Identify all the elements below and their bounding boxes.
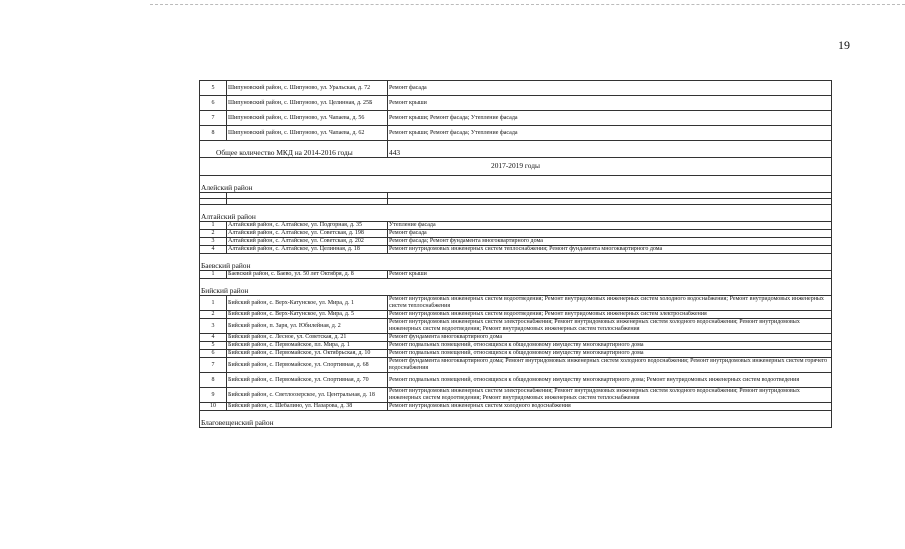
table-row xyxy=(200,222,832,230)
row-address: Шипуновский район, с. Шипуново, ул. Целинная, д. 25Б xyxy=(227,96,388,111)
row-works: Ремонт подвальных помещений, относящихся к общедомовому имуществу многоквартирного дома; Ремонт внутридомовых инженерных систем водоотведения xyxy=(388,373,832,388)
row-number: 8 xyxy=(200,373,227,388)
table-row xyxy=(200,350,832,358)
district-header xyxy=(200,205,832,222)
row-works: Ремонт внутридомовых инженерных систем водоотведения; Ремонт внутридомовых инженерных систем холодного водоснабжения; Ремонт внутридомовых инженерных систем теплоснабжения xyxy=(388,296,832,311)
row-number: 6 xyxy=(200,96,227,111)
table-row xyxy=(200,271,832,279)
table-row xyxy=(200,296,832,311)
table-row xyxy=(200,238,832,246)
row-works: Ремонт крыши; Ремонт фасада; Утепление фасада xyxy=(388,126,832,141)
row-works: Ремонт фасада xyxy=(388,81,832,96)
row-address: Бийский район, с. Светлоозерское, ул. Центральная, д. 18 xyxy=(227,388,388,403)
table-row xyxy=(200,388,832,403)
row-number: 1 xyxy=(200,296,227,311)
row-address: Алтайский район, с. Алтайское, ул. Подгорная, д. 35 xyxy=(227,222,388,230)
row-works: Ремонт внутридомовых инженерных систем холодного водоснабжения xyxy=(388,403,832,411)
table-row xyxy=(200,81,832,96)
row-address: Алтайский район, с. Алтайское, ул. Советская, д. 198 xyxy=(227,230,388,238)
district-header xyxy=(200,254,832,271)
row-works: Ремонт внутридомовых инженерных систем электроснабжения; Ремонт внутридомовых инженерных систем холодного водоснабжения; Ремонт внутридомовых инженерных систем водоотведения; Ремонт внутридомовых инженерных систем теплоснабжения xyxy=(388,319,832,334)
table-row xyxy=(200,334,832,342)
row-address: Алтайский район, с. Алтайское, ул. Целинная, д. 18 xyxy=(227,246,388,254)
district-header xyxy=(200,176,832,193)
row-number: 3 xyxy=(200,238,227,246)
row-number: 7 xyxy=(200,111,227,126)
total-row xyxy=(200,141,832,158)
row-number: 4 xyxy=(200,334,227,342)
district-name: Благовещенский район xyxy=(200,411,832,428)
row-address: Бийский район, с. Первомайское, ул. Спортивная, д. 68 xyxy=(227,358,388,373)
table-row xyxy=(200,230,832,238)
row-number: 4 xyxy=(200,246,227,254)
table-row xyxy=(200,403,832,411)
row-works: Ремонт внутридомовых инженерных систем электроснабжения; Ремонт внутридомовых инженерных систем холодного водоснабжения; Ремонт внутридомовых инженерных систем водоотведения; Ремонт внутридомовых инженерных систем теплоснабжения xyxy=(388,388,832,403)
row-works: Ремонт внутридомовых инженерных систем водоотведения; Ремонт внутридомовых инженерных систем электроснабжения xyxy=(388,311,832,319)
row-address: Шипуновский район, с. Шипуново, ул. Чапаева, д. 62 xyxy=(227,126,388,141)
district-name: Баевский район xyxy=(200,254,832,271)
row-address: Бийский район, с. Первомайское, пл. Мира, д. 1 xyxy=(227,342,388,350)
row-works: Ремонт фасада; Ремонт фундамента многоквартирного дома xyxy=(388,238,832,246)
row-address: Алтайский район, с. Алтайское, ул. Советская, д. 202 xyxy=(227,238,388,246)
mkd-repair-table xyxy=(199,80,832,428)
row-number: 5 xyxy=(200,81,227,96)
district-header xyxy=(200,279,832,296)
row-number: 6 xyxy=(200,350,227,358)
row-number: 5 xyxy=(200,342,227,350)
table-row xyxy=(200,373,832,388)
table-row xyxy=(200,246,832,254)
row-number: 10 xyxy=(200,403,227,411)
table-row xyxy=(200,342,832,350)
row-number: 1 xyxy=(200,271,227,279)
row-works: Ремонт крыши xyxy=(388,271,832,279)
total-label: Общее количество МКД на 2014-2016 годы xyxy=(200,141,388,158)
table-row xyxy=(200,358,832,373)
row-number: 8 xyxy=(200,126,227,141)
row-number: 7 xyxy=(200,358,227,373)
row-address: Бийский район, с. Первомайское, ул. Октябрьская, д. 10 xyxy=(227,350,388,358)
row-number: 2 xyxy=(200,230,227,238)
table-row xyxy=(200,96,832,111)
district-header xyxy=(200,411,832,428)
table-row xyxy=(200,111,832,126)
district-name: Алтайский район xyxy=(200,205,832,222)
table-row xyxy=(200,319,832,334)
row-address: Бийский район, с. Шебалино, ул. Назарова, д. 38 xyxy=(227,403,388,411)
row-works: Ремонт крыши xyxy=(388,96,832,111)
row-works: Ремонт подвальных помещений, относящихся к общедомовому имуществу многоквартирного дома xyxy=(388,350,832,358)
page-top-rule xyxy=(150,4,905,5)
table-row xyxy=(200,311,832,319)
district-name: Алейский район xyxy=(200,176,832,193)
total-value: 443 xyxy=(388,141,832,158)
row-number: 3 xyxy=(200,319,227,334)
row-address: Бийский район, п. Заря, ул. Юбилейная, д. 2 xyxy=(227,319,388,334)
period-label: 2017-2019 годы xyxy=(200,158,832,176)
row-address: Бийский район, с. Первомайское, ул. Спортивная, д. 70 xyxy=(227,373,388,388)
period-row xyxy=(200,158,832,176)
row-number: 1 xyxy=(200,222,227,230)
district-name: Бийский район xyxy=(200,279,832,296)
row-number: 2 xyxy=(200,311,227,319)
row-address: Баевский район, с. Баево, ул. 50 лет Октября, д. 8 xyxy=(227,271,388,279)
page-number: 19 xyxy=(838,38,850,52)
row-address: Бийский район, с. Верх-Катунское, ул. Мира, д. 5 xyxy=(227,311,388,319)
row-works: Ремонт внутридомовых инженерных систем теплоснабжения; Ремонт фундамента многоквартирного дома xyxy=(388,246,832,254)
row-address: Шипуновский район, с. Шипуново, ул. Чапаева, д. 56 xyxy=(227,111,388,126)
row-works: Ремонт подвальных помещений, относящихся к общедомовому имуществу многоквартирного дома xyxy=(388,342,832,350)
row-works: Утепление фасада xyxy=(388,222,832,230)
row-number: 9 xyxy=(200,388,227,403)
row-address: Шипуновский район, с. Шипуново, ул. Уральская, д. 72 xyxy=(227,81,388,96)
row-works: Ремонт фундамента многоквартирного дома; Ремонт внутридомовых инженерных систем холодного водоснабжения; Ремонт внутридомовых инженерных систем горячего водоснабжения xyxy=(388,358,832,373)
row-address: Бийский район, с. Лесное, ул. Советская, д. 21 xyxy=(227,334,388,342)
row-works: Ремонт фасада xyxy=(388,230,832,238)
row-address: Бийский район, с. Верх-Катунское, ул. Мира, д. 1 xyxy=(227,296,388,311)
row-works: Ремонт фундамента многоквартирного дома xyxy=(388,334,832,342)
row-works: Ремонт крыши; Ремонт фасада; Утепление фасада xyxy=(388,111,832,126)
table-row xyxy=(200,126,832,141)
